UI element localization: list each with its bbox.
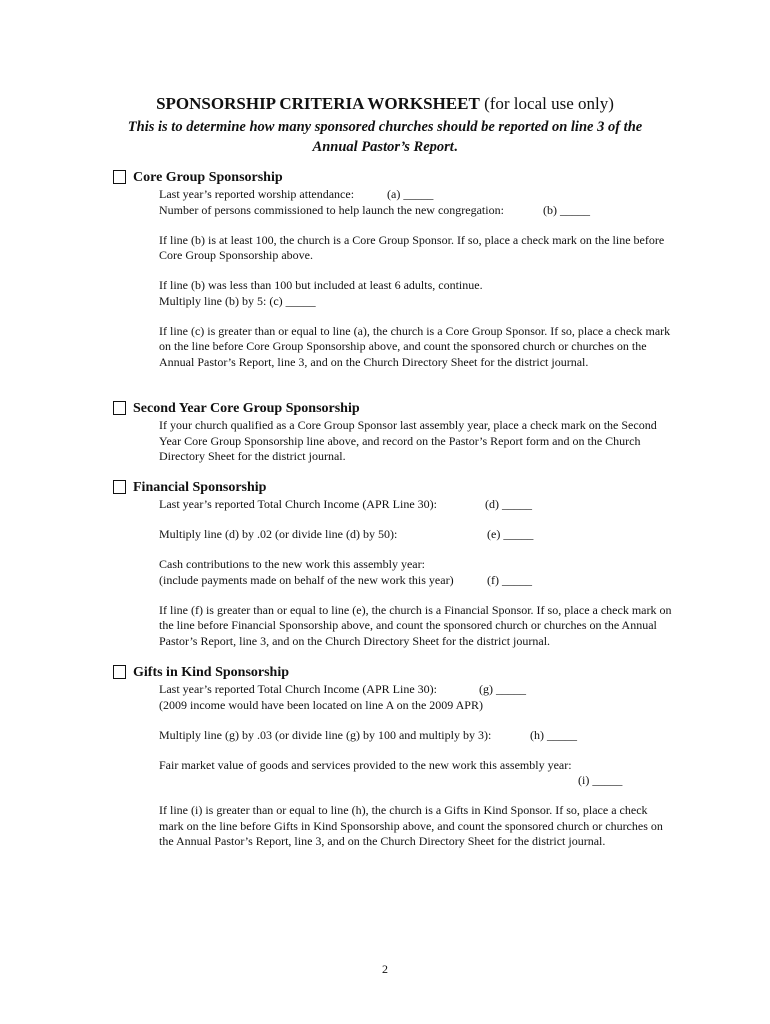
section-heading (113, 479, 673, 497)
section-heading (113, 400, 673, 418)
financial-checkbox[interactable] (113, 480, 126, 494)
gifts-q1b: (2009 income would have been located on line A on the 2009 APR) (159, 697, 483, 712)
core-line-a (159, 187, 673, 203)
financial-answer-e[interactable]: (e) _____ (487, 527, 534, 541)
title-suffix: (for local use only) (484, 94, 614, 113)
section-body (159, 497, 673, 649)
page-subtitle (100, 117, 670, 157)
second-year-paragraph: If your church qualified as a Core Group Sponsor last assembly year, place a check mark on the Second Year Core Group Sponsorship line above, and record on the Pastor’s Report form and on the Church Directory Sheet for the district journal. (159, 418, 657, 463)
section-body (159, 682, 673, 850)
second-year-checkbox[interactable] (113, 401, 126, 415)
core-group-checkbox[interactable] (113, 170, 126, 184)
gifts-line-h (159, 728, 673, 744)
gifts-line-i (159, 773, 673, 789)
core-line-b (159, 203, 673, 219)
section-heading (113, 169, 673, 187)
core-group-heading: Core Group Sponsorship (133, 170, 283, 185)
section-financial (113, 479, 673, 649)
financial-heading: Financial Sponsorship (133, 480, 267, 495)
core-q1: Last year’s reported worship attendance: (159, 187, 355, 201)
financial-q2: Multiply line (d) by .02 (or divide line (d) by 50): (159, 527, 398, 541)
gifts-checkbox[interactable] (113, 665, 126, 679)
financial-q3b: (include payments made on behalf of the new work this year) (159, 572, 454, 587)
financial-line-f (159, 573, 673, 589)
subtitle-line-1: This is to determine how many sponsored churches should be reported on line 3 of the (127, 119, 643, 135)
section-second-year (113, 400, 673, 465)
core-paragraph-1: If line (b) is at least 100, the church is a Core Group Sponsor. If so, place a check mark on the line before Core Group Sponsorship above. (159, 232, 665, 262)
section-core-group (113, 169, 673, 370)
gifts-answer-h[interactable]: (h) _____ (530, 727, 577, 742)
financial-answer-d[interactable]: (d) _____ (485, 497, 532, 511)
gifts-q1: Last year’s reported Total Church Income (APR Line 30): (159, 682, 437, 696)
gifts-answer-i[interactable]: (i) _____ (578, 773, 623, 787)
section-body (159, 418, 673, 465)
gifts-q3: Fair market value of goods and services provided to the new work this assembly year: (159, 757, 572, 772)
financial-q1: Last year’s reported Total Church Income (APR Line 30): (159, 497, 437, 511)
subtitle-line-2-text: Annual Pastor’s Report (312, 139, 454, 155)
gifts-heading: Gifts in Kind Sponsorship (133, 665, 290, 680)
section-body (159, 187, 673, 370)
financial-paragraph: If line (f) is greater than or equal to line (e), the church is a Financial Sponsor. If so, place a check mark on the line before Financial Sponsorship above, and count the sponsored church or churches on the Annual Pastor’s Report, line 3, and on the Church Directory Sheet for the district journal. (159, 602, 672, 648)
second-year-heading: Second Year Core Group Sponsorship (133, 401, 360, 416)
title-main: SPONSORSHIP CRITERIA WORKSHEET (156, 94, 480, 113)
subtitle-line-2-period: . (453, 139, 458, 155)
gifts-paragraph: If line (i) is greater than or equal to line (h), the church is a Gifts in Kind Sponsor. If so, place a check mark on the line before Gifts in Kind Sponsorship above, and count the sponsored church or churches on the Annual Pastor’s Report, line 3, and on the Church Directory Sheet for the district journal. (159, 803, 663, 848)
financial-q3a: Cash contributions to the new work this assembly year: (159, 557, 425, 571)
core-paragraph-2a: If line (b) was less than 100 but included at least 6 adults, continue. (159, 278, 483, 292)
financial-answer-f[interactable]: (f) _____ (487, 572, 532, 587)
core-q2: Number of persons commissioned to help launch the new congregation: (159, 202, 504, 217)
core-answer-b[interactable]: (b) _____ (543, 202, 590, 217)
gifts-answer-g[interactable]: (g) _____ (479, 682, 526, 696)
section-heading (113, 664, 673, 682)
core-answer-a[interactable]: (a) _____ (387, 187, 434, 201)
page-number: 2 (382, 962, 388, 976)
core-paragraph-3: If line (c) is greater than or equal to line (a), the church is a Core Group Sponsor. If so, place a check mark on the line before Core Group Sponsorship above, and count the sponsored church or churches on the Annual Pastor’s Report, line 3, and on the Church Directory Sheet for the district journal. (159, 323, 671, 369)
financial-line-e (159, 527, 673, 543)
core-answer-c[interactable]: Multiply line (b) by 5: (c) _____ (159, 293, 316, 308)
page-title (0, 94, 770, 114)
gifts-q2: Multiply line (g) by .03 (or divide line (g) by 100 and multiply by 3): (159, 727, 492, 742)
financial-line-d (159, 497, 673, 513)
subtitle-line-2 (100, 137, 670, 157)
section-gifts-in-kind (113, 664, 673, 850)
gifts-line-g (159, 682, 673, 698)
